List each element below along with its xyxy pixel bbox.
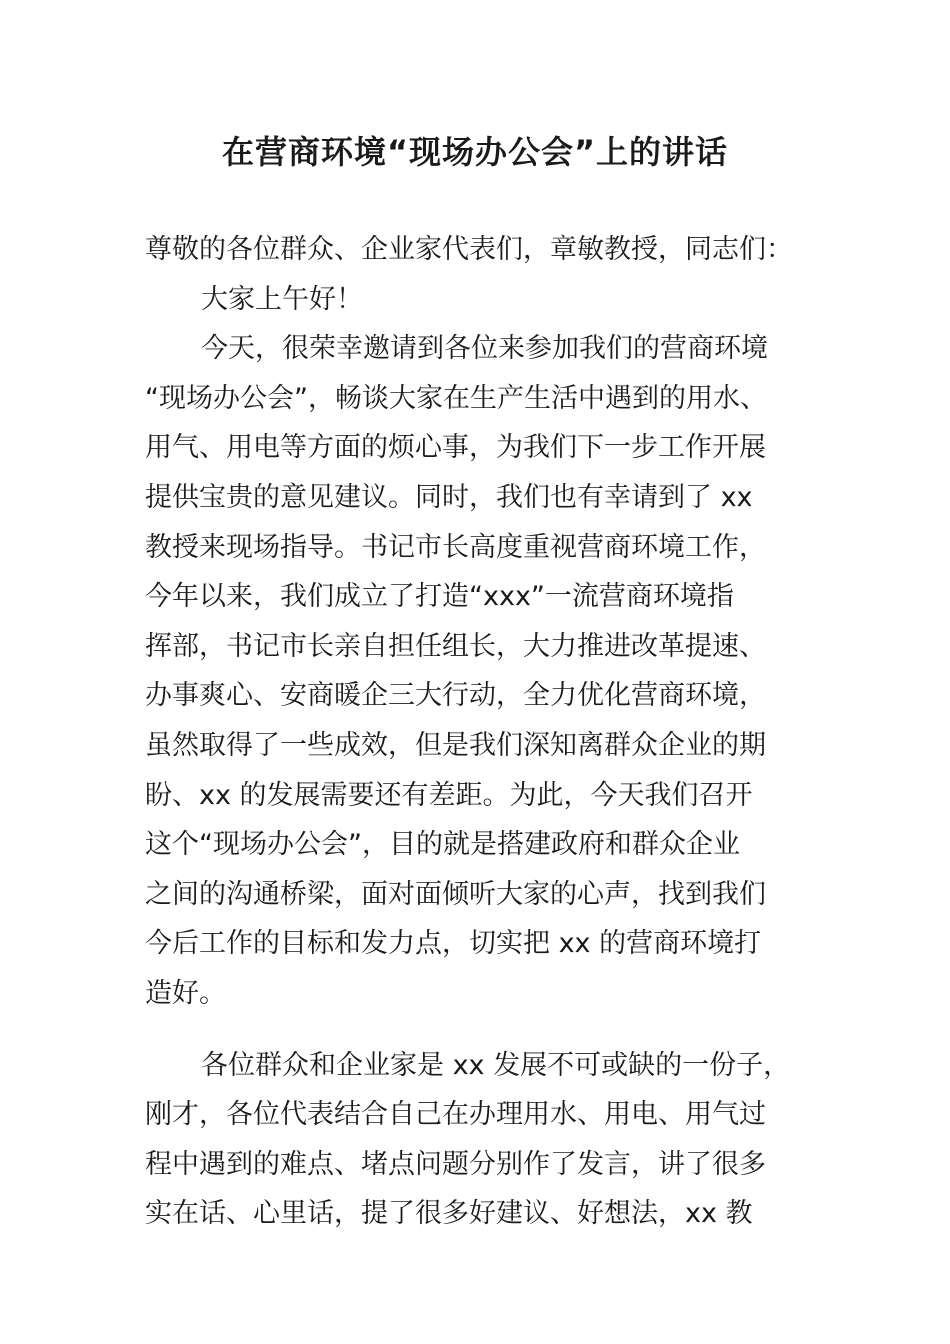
paragraph-line: 之间的沟通桥梁，面对面倾听大家的心声，找到我们 [145, 878, 766, 910]
paragraph-line: 各位群众和企业家是 xx 发展不可或缺的一份子， [201, 1049, 791, 1081]
paragraph-line: 程中遇到的难点、堵点问题分别作了发言，讲了很多 [145, 1148, 766, 1180]
paragraph-line: 这个“现场办公会”，目的就是搭建政府和群众企业 [145, 829, 740, 861]
paragraph-2 [145, 1041, 835, 1239]
paragraph-line: 造好。 [145, 977, 226, 1009]
greeting-line: 大家上午好！ [201, 283, 363, 315]
paragraph-line: 办事爽心、安商暖企三大行动，全力优化营商环境， [145, 680, 766, 712]
document-title: 在营商环境“现场办公会”上的讲话 [221, 133, 729, 171]
salutation-line: 尊敬的各位群众、企业家代表们，章敏教授，同志们： [145, 234, 793, 265]
paragraph-line: 今年以来，我们成立了打造“xxx”一流营商环境指 [145, 581, 734, 613]
paragraph-1 [145, 324, 835, 1018]
document-body [145, 225, 835, 1239]
paragraph-line: “现场办公会”，畅谈大家在生产生活中遇到的用水、 [145, 382, 767, 414]
paragraph-line: 今后工作的目标和发力点，切实把 xx 的营商环境打 [145, 928, 762, 960]
paragraph-line: 提供宝贵的意见建议。同时，我们也有幸请到了 xx [145, 481, 753, 513]
paragraph-line: 刚才，各位代表结合自己在办理用水、用电、用气过 [145, 1099, 766, 1131]
paragraph-line: 实在话、心里话，提了很多好建议、好想法，xx 教 [145, 1198, 753, 1230]
paragraph-line: 虽然取得了一些成效，但是我们深知离群众企业的期 [145, 729, 766, 761]
paragraph-line: 教授来现场指导。书记市长高度重视营商环境工作， [145, 531, 766, 563]
paragraph-line: 盼、xx 的发展需要还有差距。为此，今天我们召开 [145, 779, 753, 811]
paragraph-line: 今天，很荣幸邀请到各位来参加我们的营商环境 [201, 333, 768, 365]
paragraph-line: 用气、用电等方面的烦心事，为我们下一步工作开展 [145, 432, 766, 464]
paragraph-line: 挥部，书记市长亲自担任组长，大力推进改革提速、 [145, 630, 766, 662]
